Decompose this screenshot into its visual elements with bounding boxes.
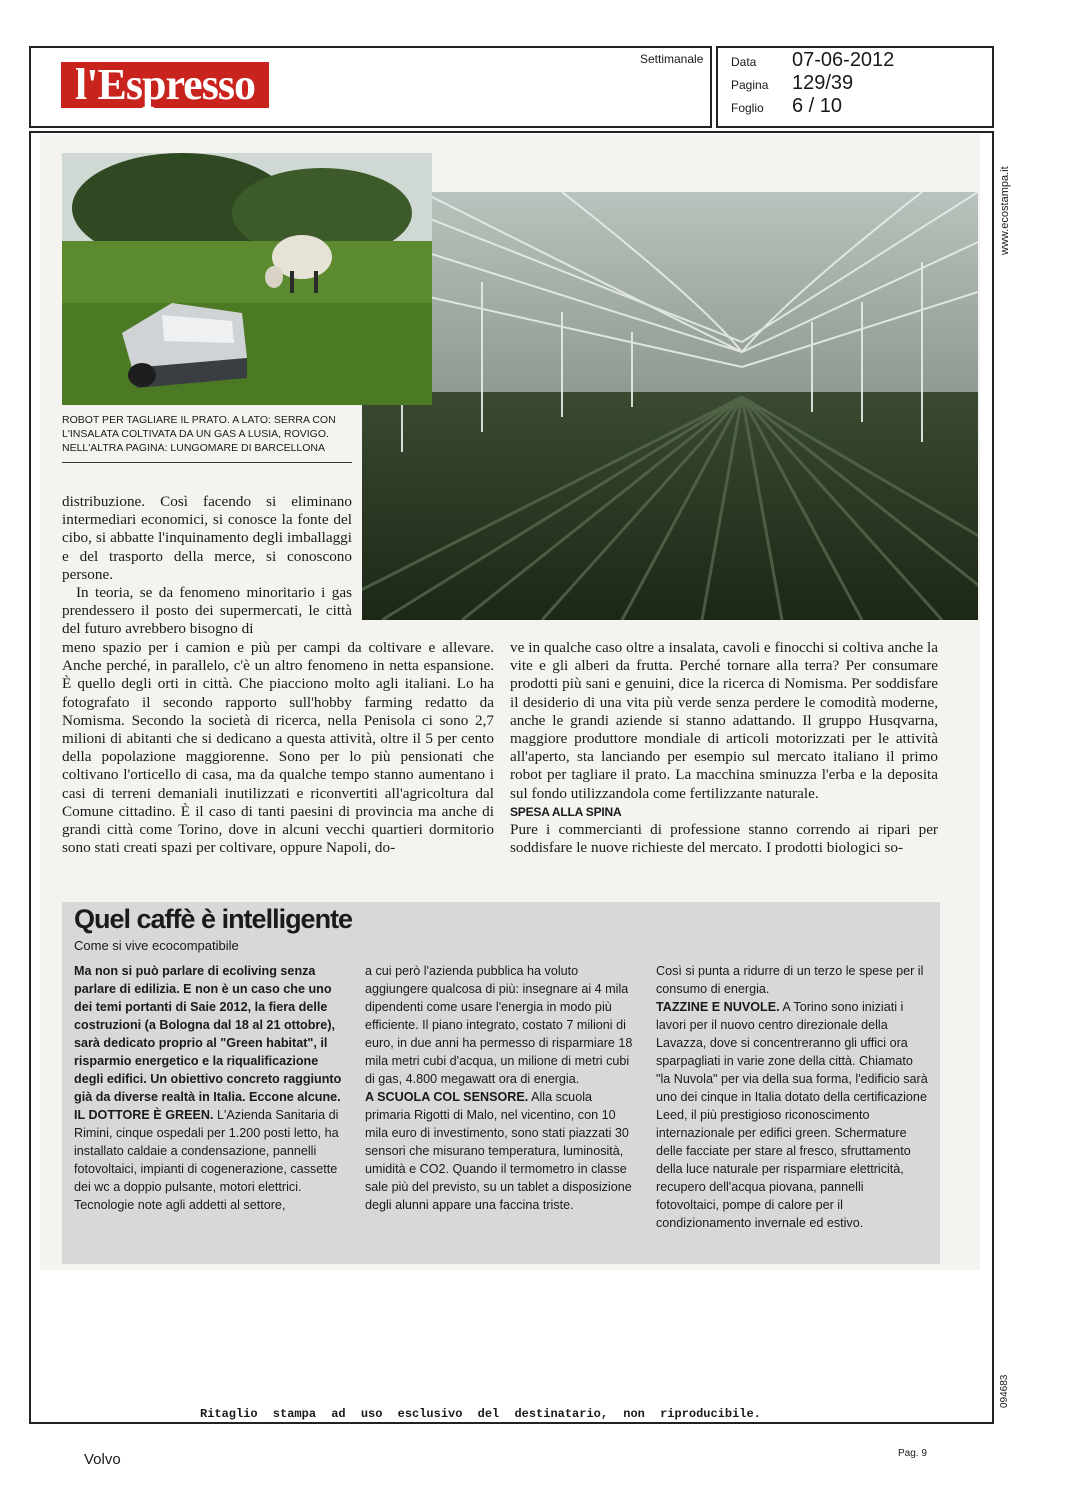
- article-paragraph: Pure i commercianti di professione stanno correndo ai ripari per soddisfare le nuove richieste del mercato. I prodotti biologici so-: [510, 821, 938, 857]
- client-name: Volvo: [84, 1451, 121, 1468]
- article-column-1: [62, 493, 352, 639]
- box-text: Così si punta a ridurre di un terzo le spese per il consumo di energia.: [656, 964, 924, 996]
- box-subheading: IL DOTTORE È GREEN.: [74, 1108, 214, 1122]
- box-text: a cui però l'azienda pubblica ha voluto aggiungere qualcosa di più: insegnare ai 4 mila dipendenti come usare l'energia in modo più efficiente. Il piano integrato, costato 7 milioni di euro, in due anni ha permesso di risparmiare 18 mila metri cubi d'acqua, un milione di metri cubi di gas, 4.800 megawatt ora di energia.: [365, 964, 633, 1086]
- article-paragraph: meno spazio per i camion e più per campi da coltivare e allevare. Anche perché, in parallelo, c'è un altro fenomeno in netta espansione. È quello degli orti in città. Che piacciono molto agli italiani. Lo ha fotografato il secondo rapporto sull'hobby farming redatto da Nomisma. Secondo la società di ricerca, nella Penisola ci sono 2,7 milioni di abitanti che si dedicano a questa attività, oltre il 5 per cento della popolazione maggiorenne. Sono per lo più pensionati che coltivano l'orticello di casa, ma da qualche tempo stanno aumentano i casi di terreni demaniali inutilizzati e riconvertiti all'agricoltura dal Comune cittadino. È il caso di tanti paesini di provincia ma anche di grandi città come Torino, dove in alcuni vecchi quartieri dormitorio sono stati creati spazi per coltivare, oppure Napoli, do-: [62, 639, 494, 857]
- page-number: Pag. 9: [898, 1448, 927, 1459]
- box-column-2: [365, 962, 635, 1214]
- meta-value-pagina: 129/39: [792, 72, 854, 94]
- article-paragraph: ve in qualche caso oltre a insalata, cavoli e finocchi si coltiva anche la vite e gli alberi da frutta. Perché tornare alla terra? Per consumare prodotti più sani e genuini, dice la ricerca di Nomisma. Per soddisfare il desiderio di una vita più verde senza perdere le comodità moderne, anche le grandi aziende si stanno adattando. Il gruppo Husqvarna, maggiore produttore mondiale di articoli motorizzati per le attività all'aperto, sta lanciando per esempio sul mercato italiano il primo robot per tagliare il prato. La macchina sminuzza l'erba e la deposita sul fondo utilizzandola come fertilizzante naturale.: [510, 639, 938, 802]
- caption-line: ROBOT PER TAGLIARE IL PRATO. A LATO: SERRA CON: [62, 414, 336, 426]
- article-column-2: [62, 639, 494, 857]
- side-url: www.ecostampa.it: [999, 166, 1011, 255]
- clipping-notice: Ritaglio stampa ad uso esclusivo del destinatario, non riproducibile.: [200, 1407, 761, 1421]
- box-subheading: A SCUOLA COL SENSORE.: [365, 1090, 529, 1104]
- robot-mower-photo: [62, 153, 432, 405]
- article-paragraph: In teoria, se da fenomeno minoritario i gas prendessero il posto dei supermercati, le città del futuro avrebbero bisogno di: [62, 584, 352, 638]
- caption-line: L'INSALATA COLTIVATA DA UN GAS A LUSIA, ROVIGO.: [62, 428, 329, 440]
- box-text: A Torino sono iniziati i lavori per il nuovo centro direzionale della Lavazza, dove si concentreranno gli uffici ora sparpagliati in varie zone della città. Chiamato "la Nuvola" per via della sua forma, l'edificio sarà uno dei cinque in Italia dotato della certificazione Leed, il più prestigioso riconoscimento internazionale per edifici green. Schermature delle facciate per stare al fresco, sfruttamento della luce naturale per risparmiare elettricità, recupero dell'acqua piovana, pannelli fotovoltaici, pompe di calore per il condizionamento invernale ed estivo.: [656, 1000, 928, 1230]
- box-intro: Ma non si può parlare di ecoliving senza parlare di edilizia. E non è un caso che uno dei temi portanti di Saie 2012, la fiera delle costruzioni (a Bologna dal 18 al 21 ottobre), sarà dedicato proprio al "Green habitat", il risparmio energetico e la riqualificazione degli edifici. Un obiettivo concreto raggiunto già da diverse realtà in Italia. Eccone alcune.: [74, 964, 342, 1104]
- greenhouse-illustration: [362, 192, 978, 620]
- greenhouse-photo: [362, 192, 978, 620]
- box-subheading: TAZZINE E NUVOLE.: [656, 1000, 780, 1014]
- article-subheading: SPESA ALLA SPINA: [510, 804, 622, 819]
- meta-value-foglio: 6 / 10: [792, 95, 843, 117]
- box-column-1: [74, 962, 346, 1214]
- box-text: Alla scuola primaria Rigotti di Malo, nel vicentino, con 10 mila euro di investimento, sono stati piazzati 30 sensori che misurano temperatura, luminosità, umidità e CO2. Quando il termometro in classe sale più del previsto, su un tablet a disposizione degli alunni appare una faccina triste.: [365, 1090, 632, 1212]
- robot-mower-illustration: [62, 153, 432, 405]
- caption-line: NELL'ALTRA PAGINA: LUNGOMARE DI BARCELLONA: [62, 442, 326, 454]
- caption-rule: [62, 462, 352, 463]
- article-column-3: [510, 639, 938, 857]
- meta-label-data: Data: [731, 55, 757, 69]
- photo-caption: [62, 413, 352, 455]
- espresso-logo: l'Espresso: [61, 62, 269, 108]
- box-subtitle: Come si vive ecocompatibile: [74, 938, 239, 953]
- meta-value-data: 07-06-2012: [792, 49, 895, 71]
- frequency-label: Settimanale: [640, 52, 704, 66]
- article-paragraph: distribuzione. Così facendo si eliminano intermediari economici, si conosce la fonte del cibo, si abbatte l'inquinamento degli imballaggi e del trasporto della merce, si conoscono persone.: [62, 493, 352, 583]
- meta-label-pagina: Pagina: [731, 78, 769, 92]
- box-column-3: [656, 962, 928, 1232]
- side-code: 094683: [999, 1374, 1010, 1408]
- meta-label-foglio: Foglio: [731, 101, 764, 115]
- box-text: L'Azienda Sanitaria di Rimini, cinque ospedali per 1.200 posti letto, ha installato caldaie a condensazione, pannelli fotovoltaici, impianti di cogenerazione, cassette dei wc a doppio pulsante, motori elettrici. Tecnologie note agli addetti al settore,: [74, 1108, 339, 1212]
- box-title: Quel caffè è intelligente: [74, 904, 353, 934]
